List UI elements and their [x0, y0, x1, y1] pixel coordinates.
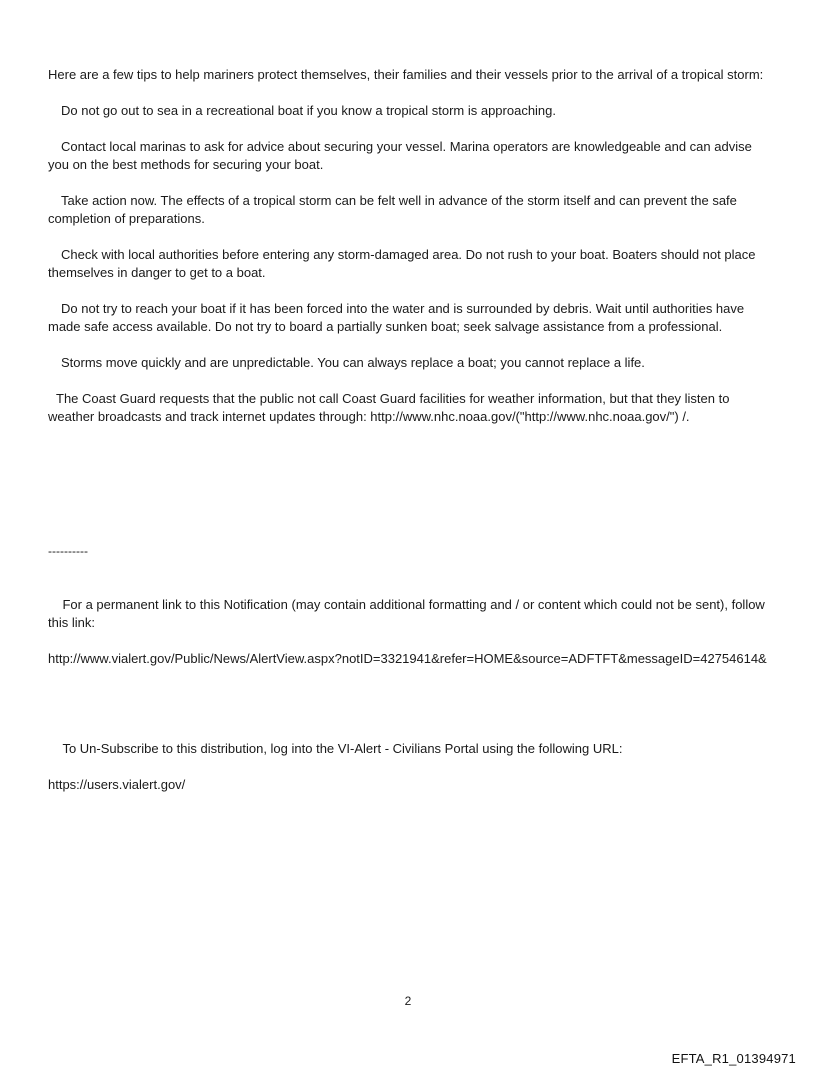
document-body [48, 66, 772, 848]
tip-paragraph-1: Do not go out to sea in a recreational boat if you know a tropical storm is approaching. [61, 103, 557, 118]
unsubscribe-text: To Un-Subscribe to this distribution, log into the VI-Alert - Civilians Portal using the following URL: [62, 741, 623, 756]
bates-number: EFTA_R1_01394971 [671, 1051, 796, 1066]
tip-paragraph-2: Contact local marinas to ask for advice about securing your vessel. Marina operators are knowledgeable and can advise you on the best methods for securing your boat. [48, 139, 756, 172]
unsubscribe-url[interactable]: https://users.vialert.gov/ [48, 777, 186, 792]
page-number: 2 [404, 994, 412, 1008]
blank-space [48, 444, 772, 542]
tip-paragraph-4: Check with local authorities before entering any storm-damaged area. Do not rush to your boat. Boaters should not place themselves in danger to get to a boat. [48, 247, 760, 280]
permalink-text: For a permanent link to this Notification (may contain additional formatting and / or content which could not be sent), follow this link: [48, 597, 769, 630]
unsubscribe-paragraph [48, 722, 772, 830]
tip-paragraph-6: Storms move quickly and are unpredictable. You can always replace a boat; you cannot replace a life. [61, 355, 645, 370]
permalink-paragraph [48, 578, 772, 704]
divider: ---------- [48, 544, 88, 558]
intro-paragraph: Here are a few tips to help mariners protect themselves, their families and their vessels prior to the arrival of a tropical storm: [48, 67, 764, 82]
coast-guard-note: The Coast Guard requests that the public not call Coast Guard facilities for weather information, but that they listen to weather broadcasts and track internet updates through: http://www.nhc.noaa.gov/("http://www.nhc.noaa.gov/") /. [48, 391, 734, 424]
tip-paragraph-5: Do not try to reach your boat if it has been forced into the water and is surrounded by debris. Wait until authorities have made safe access available. Do not try to board a partially sunken boat; seek salvage assistance from a professional. [48, 301, 748, 334]
permalink-url[interactable]: http://www.vialert.gov/Public/News/AlertView.aspx?notID=3321941&refer=HOME&source=ADFTFT&messageID=42754614& [48, 651, 767, 666]
tip-paragraph-3: Take action now. The effects of a tropical storm can be felt well in advance of the storm itself and can prevent the safe completion of preparations. [48, 193, 741, 226]
